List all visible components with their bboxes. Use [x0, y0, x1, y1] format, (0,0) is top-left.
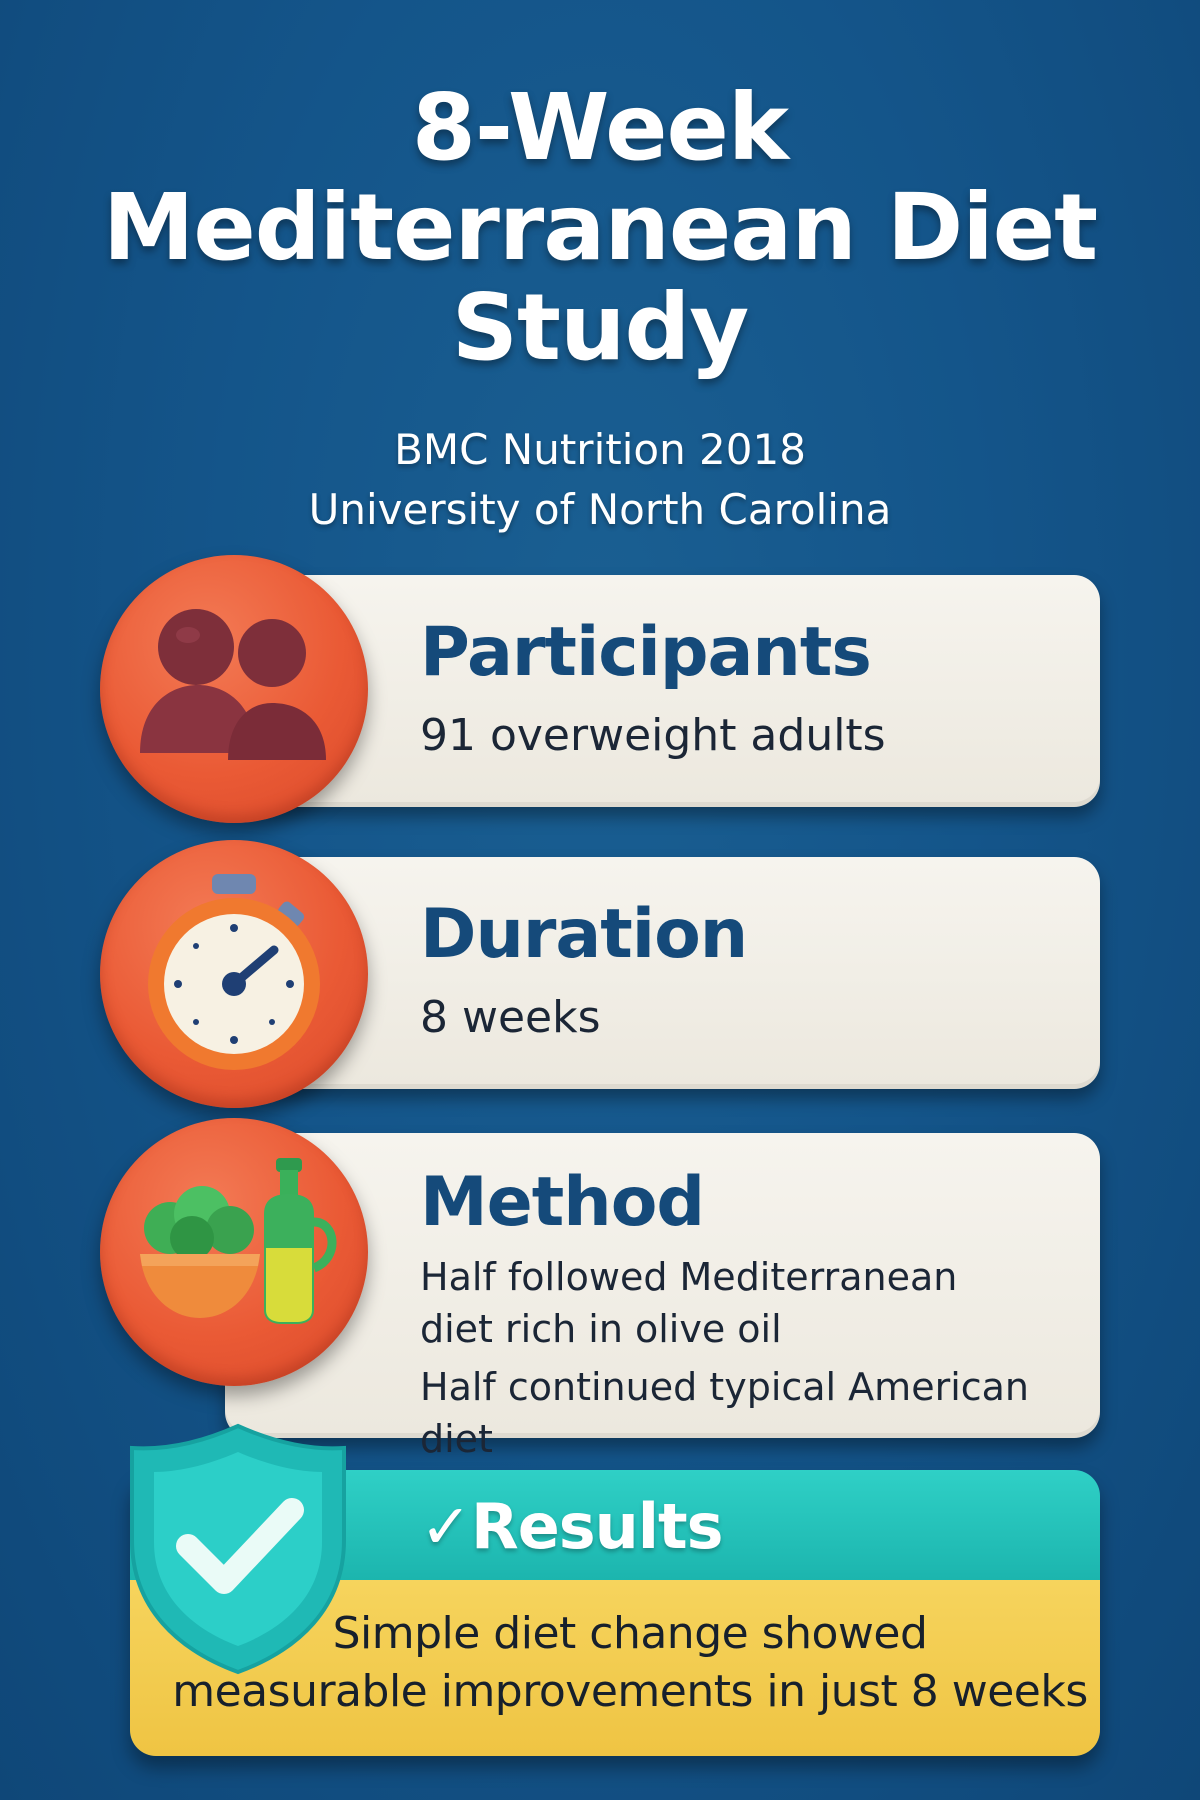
duration-title: Duration	[420, 895, 748, 974]
title-line-1: 8-Week	[411, 74, 789, 181]
method-title: Method	[420, 1163, 705, 1242]
page-title	[0, 74, 1200, 381]
duration-badge	[100, 840, 368, 1108]
duration-text: 8 weeks	[420, 992, 601, 1043]
participants-text: 91 overweight adults	[420, 710, 886, 761]
method-line-2: diet rich in olive oil	[420, 1307, 782, 1351]
participants-badge	[100, 555, 368, 823]
method-line-3: Half continued typical American diet	[420, 1365, 1030, 1461]
subtitle-source: BMC Nutrition 2018	[394, 425, 806, 474]
results-line-1: Simple diet change showed	[332, 1608, 928, 1659]
salad-olive-oil-icon	[100, 1118, 368, 1386]
results-title: ✓Results	[420, 1490, 723, 1563]
stopwatch-icon	[100, 840, 368, 1108]
results-line-2: measurable improvements in just 8 weeks	[172, 1666, 1088, 1717]
people-icon	[100, 555, 368, 823]
page-subtitle	[0, 420, 1200, 540]
shield-check-icon	[118, 1418, 358, 1680]
subtitle-institution: University of North Carolina	[308, 485, 892, 534]
title-line-2: Mediterranean Diet	[102, 174, 1098, 281]
method-line-1: Half followed Mediterranean	[420, 1255, 958, 1299]
method-badge	[100, 1118, 368, 1386]
participants-title: Participants	[420, 613, 871, 692]
title-line-3: Study	[451, 274, 749, 381]
